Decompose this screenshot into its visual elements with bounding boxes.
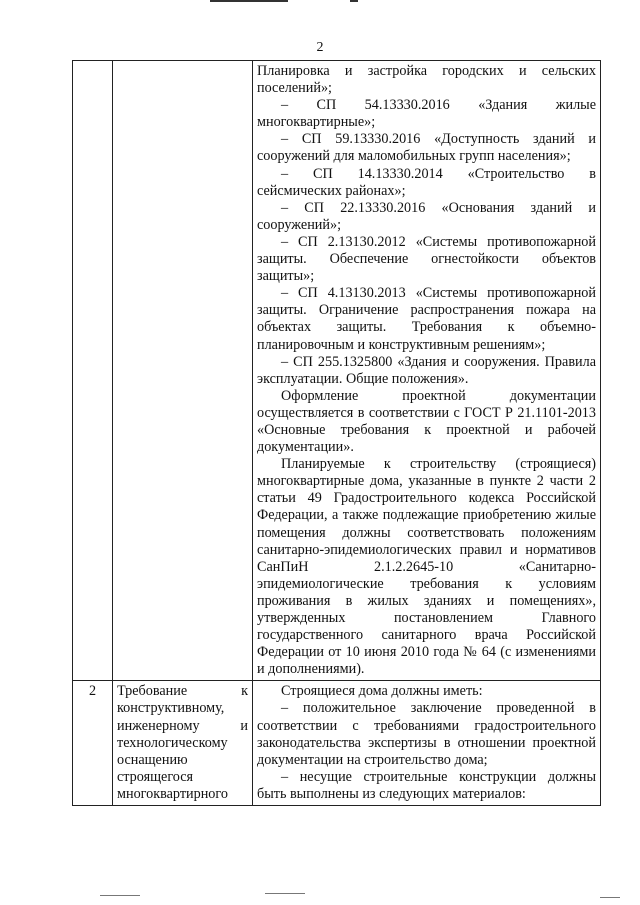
content-cell [253, 61, 601, 681]
paragraph: – положительное заключение проведенной в соответствии с требованиями градостроительного законодательства экспертизы в отношении проектной документации на строительство дома; [257, 700, 596, 768]
paragraph: – СП 22.13330.2016 «Основания зданий и сооружений»; [257, 199, 596, 233]
paragraph: Планировка и застройка городских и сельских поселений»; [257, 63, 596, 97]
page-number: 2 [316, 40, 324, 55]
table-row [73, 61, 601, 681]
paragraph: – СП 4.13130.2013 «Системы противопожарной защиты. Ограничение распространения пожара на объектах защиты. Требования к объемно-планировочным и конструктивным решениям»; [257, 285, 596, 353]
requirement-cell [113, 61, 253, 681]
top-edge-marks [210, 0, 390, 2]
bottom-edge-marks [0, 893, 640, 905]
paragraph: – СП 59.13330.2016 «Доступность зданий и сооружений для маломобильных групп населения»; [257, 131, 596, 165]
paragraph: – СП 14.13330.2014 «Строительство в сейсмических районах»; [257, 165, 596, 199]
paragraph: – несущие строительные конструкции должны быть выполнены из следующих материалов: [257, 768, 596, 802]
paragraph: Строящиеся дома должны иметь: [281, 683, 483, 700]
paragraph: Планируемые к строительству (строящиеся) многоквартирные дома, указанные в пункте 2 части 2 статьи 49 Градостроительного кодекса Российской Федерации, а также подлежащие приобретению жилые помещения должны соответствовать положениям санитарно-эпидемиологических правил и нормативов СанПиН 2.1.2.2645-10 «Санитарно-эпидемиологические требования к условиям проживания в жилых зданиях и помещениях», утвержденных постановлением Главного государственного санитарного врача Российской Федерации от 10 июня 2010 года № 64 (с изменениями и дополнениями). [257, 456, 596, 678]
row-number: 2 [73, 681, 113, 806]
content-cell [253, 681, 601, 806]
paragraph: Оформление проектной документации осуществляется в соответствии с ГОСТ Р 21.1101-2013 «Основные требования к проектной и рабочей документации». [257, 387, 596, 456]
paragraph: – СП 2.13130.2012 «Системы противопожарной защиты. Обеспечение огнестойкости объектов защиты»; [257, 233, 596, 285]
paragraph: – СП 255.1325800 «Здания и сооружения. Правила эксплуатации. Общие положения». [257, 353, 596, 387]
requirements-table [72, 60, 601, 806]
row-number [73, 61, 113, 681]
requirement-cell: Требование к конструктивному, инженерному и технологическому оснащению строящегося многоквартирного [113, 681, 253, 806]
paragraph: – СП 54.13330.2016 «Здания жилые многоквартирные»; [257, 97, 596, 131]
table-row [73, 681, 601, 806]
